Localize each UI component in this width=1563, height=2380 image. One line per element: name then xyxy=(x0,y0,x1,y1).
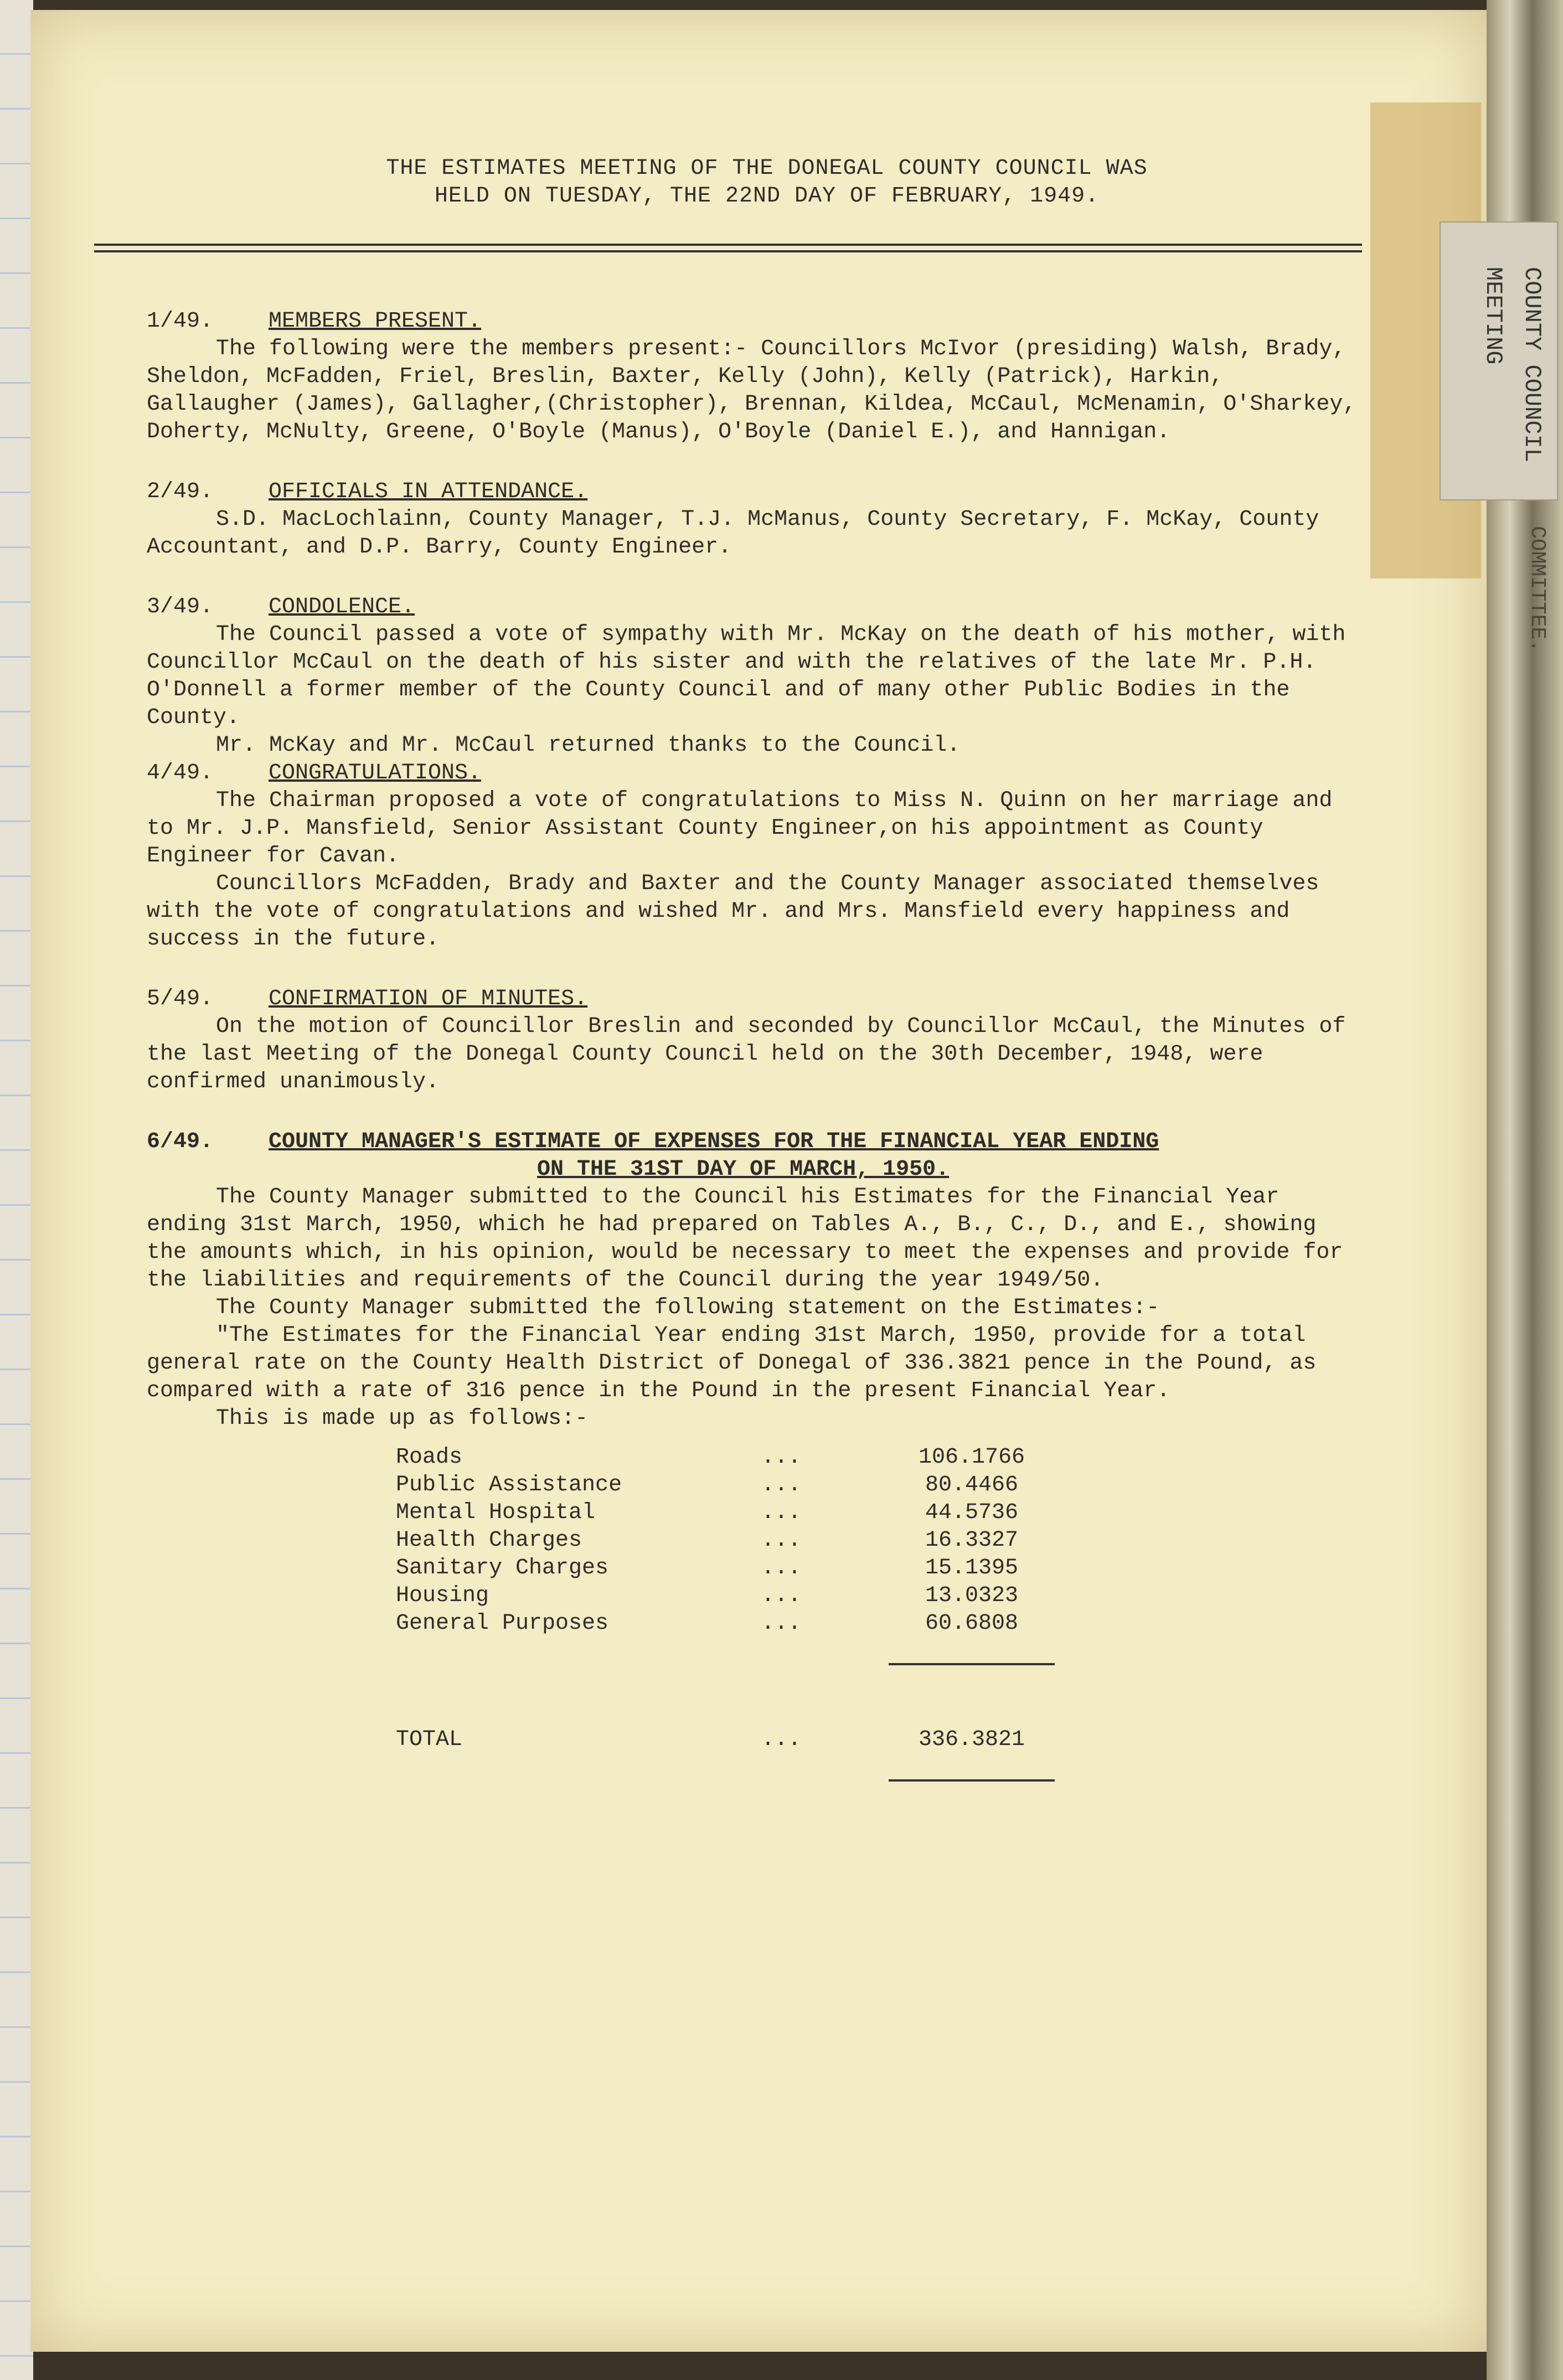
index-tab-label: COUNTY COUNCIL MEETING xyxy=(1480,267,1545,462)
table-row xyxy=(396,1472,1055,1499)
item-number: 4/49. xyxy=(147,761,214,786)
rate-label: General Purposes xyxy=(396,1611,609,1636)
item-title-line-2: ON THE 31ST DAY OF MARCH, 1950. xyxy=(537,1157,950,1182)
minutes-content xyxy=(147,155,1365,1782)
total-label: TOTAL xyxy=(396,1727,463,1752)
table-row xyxy=(396,1555,1055,1582)
header-line-1: THE ESTIMATES MEETING OF THE DONEGAL COUNTY COUNCIL WAS xyxy=(386,156,1148,181)
table-row xyxy=(396,1610,1055,1638)
item-title: OFFICIALS IN ATTENDANCE. xyxy=(269,479,588,504)
table-row xyxy=(396,1582,1055,1610)
minute-item-members xyxy=(147,308,1365,446)
rate-value: 80.4466 xyxy=(925,1473,1019,1498)
rate-label: Mental Hospital xyxy=(396,1500,596,1525)
rate-dots: ... xyxy=(761,1528,802,1553)
rate-dots: ... xyxy=(761,1500,802,1525)
side-tab-text: COMMITTEE. xyxy=(1525,526,1549,653)
item-number: 6/49. xyxy=(147,1129,214,1154)
document-header xyxy=(241,155,1293,210)
subtotal-rule-row xyxy=(396,1638,1055,1665)
item-paragraph: The Council passed a vote of sympathy with Mr. McKay on the death of his mother, with Councillor McCaul on the death of his sister and with the relatives of the late Mr. P.H. O'Donnell a former member of the County Council and of many other Public Bodies in the County. xyxy=(147,622,1346,730)
rate-label: Housing xyxy=(396,1583,489,1608)
item-paragraph: Mr. McKay and Mr. McCaul returned thanks to the Council. xyxy=(216,733,961,758)
rates-table xyxy=(396,1444,1055,1782)
rate-label: Roads xyxy=(396,1445,463,1470)
item-paragraph: This is made up as follows:- xyxy=(216,1406,589,1431)
item-number: 2/49. xyxy=(147,479,214,504)
index-tab[interactable] xyxy=(1440,221,1558,500)
rate-value: 60.6808 xyxy=(925,1611,1019,1636)
item-paragraph: Councillors McFadden, Brady and Baxter and the County Manager associated themselves with the vote of congratulations and wished Mr. and Mrs. Mansfield every happiness and success in the future. xyxy=(147,871,1319,952)
item-title: CONGRATULATIONS. xyxy=(269,761,482,786)
rate-dots: ... xyxy=(761,1445,802,1470)
rate-dots: ... xyxy=(761,1727,802,1752)
table-row xyxy=(396,1499,1055,1527)
rate-value: 16.3327 xyxy=(925,1528,1019,1553)
minute-item-estimates xyxy=(147,1128,1365,1782)
item-paragraph: S.D. MacLochlainn, County Manager, T.J. McManus, County Secretary, F. McKay, County Accountant, and D.P. Barry, County Engineer. xyxy=(147,507,1319,560)
total-rule xyxy=(889,1779,1055,1782)
rate-label: Sanitary Charges xyxy=(396,1556,609,1581)
item-title: CONDOLENCE. xyxy=(269,595,415,619)
ruled-left-page xyxy=(0,0,33,2380)
rate-dots: ... xyxy=(761,1583,802,1608)
rate-label: Public Assistance xyxy=(396,1473,622,1498)
total-value: 336.3821 xyxy=(918,1727,1025,1752)
item-number: 5/49. xyxy=(147,987,214,1011)
minute-item-condolence xyxy=(147,593,1365,760)
table-row xyxy=(396,1527,1055,1555)
rate-dots: ... xyxy=(761,1473,802,1498)
item-number: 1/49. xyxy=(147,309,214,334)
minute-item-congratulations xyxy=(147,760,1365,953)
item-paragraph: The County Manager submitted to the Council his Estimates for the Financial Year ending 31st March, 1950, which he had prepared on Tables A., B., C., D., and E., showing the amounts which, in his opinion, would be necessary to meet the expenses and provide for the liabilities and requirements of the Council during the year 1949/50. xyxy=(147,1185,1343,1293)
rate-value: 15.1395 xyxy=(925,1556,1019,1581)
rate-value: 13.0323 xyxy=(925,1583,1019,1608)
rate-label: Health Charges xyxy=(396,1528,582,1553)
item-title: MEMBERS PRESENT. xyxy=(269,309,482,334)
minute-item-confirmation xyxy=(147,985,1365,1096)
item-paragraph: "The Estimates for the Financial Year ending 31st March, 1950, provide for a total general rate on the County Health District of Donegal of 336.3821 pence in the Pound, as compared with a rate of 316 pence in the Pound in the present Financial Year. xyxy=(147,1323,1317,1403)
rate-dots: ... xyxy=(761,1611,802,1636)
header-rule-top xyxy=(94,244,1362,246)
item-paragraph: The following were the members present:- Councillors McIvor (presiding) Walsh, Brady, Sheldon, McFadden, Friel, Breslin, Baxter, Kelly (John), Kelly (Patrick), Harkin, Gallaugher (James), Gallagher,(Christopher), Brennan, Kildea, McCaul, McMenamin, O'Sharkey, Doherty, McNulty, Greene, O'Boyle (Manus), O'Boyle (Daniel E.), and Hannigan. xyxy=(147,337,1356,445)
total-rule-row xyxy=(396,1754,1055,1782)
rate-value: 106.1766 xyxy=(918,1445,1025,1470)
item-paragraph: The Chairman proposed a vote of congratulations to Miss N. Quinn on her marriage and to Mr. J.P. Mansfield, Senior Assistant County Engineer,on his appointment as County Engineer for Cavan. xyxy=(147,788,1333,869)
table-row xyxy=(396,1444,1055,1472)
header-rule-bottom xyxy=(94,250,1362,252)
item-title: CONFIRMATION OF MINUTES. xyxy=(269,987,588,1011)
rate-value: 44.5736 xyxy=(925,1500,1019,1525)
total-row xyxy=(396,1665,1055,1754)
rate-dots: ... xyxy=(761,1556,802,1581)
item-paragraph: On the motion of Councillor Breslin and seconded by Councillor McCaul, the Minutes of the last Meeting of the Donegal County Council held on the 30th December, 1948, were confirmed unanimously. xyxy=(147,1014,1346,1095)
header-line-2: HELD ON TUESDAY, THE 22ND DAY OF FEBRUARY, 1949. xyxy=(434,184,1100,209)
item-number: 3/49. xyxy=(147,595,214,619)
item-title: COUNTY MANAGER'S ESTIMATE OF EXPENSES FOR THE FINANCIAL YEAR ENDING xyxy=(269,1129,1159,1154)
item-paragraph: The County Manager submitted the following statement on the Estimates:- xyxy=(216,1295,1160,1320)
minute-item-officials xyxy=(147,478,1365,561)
